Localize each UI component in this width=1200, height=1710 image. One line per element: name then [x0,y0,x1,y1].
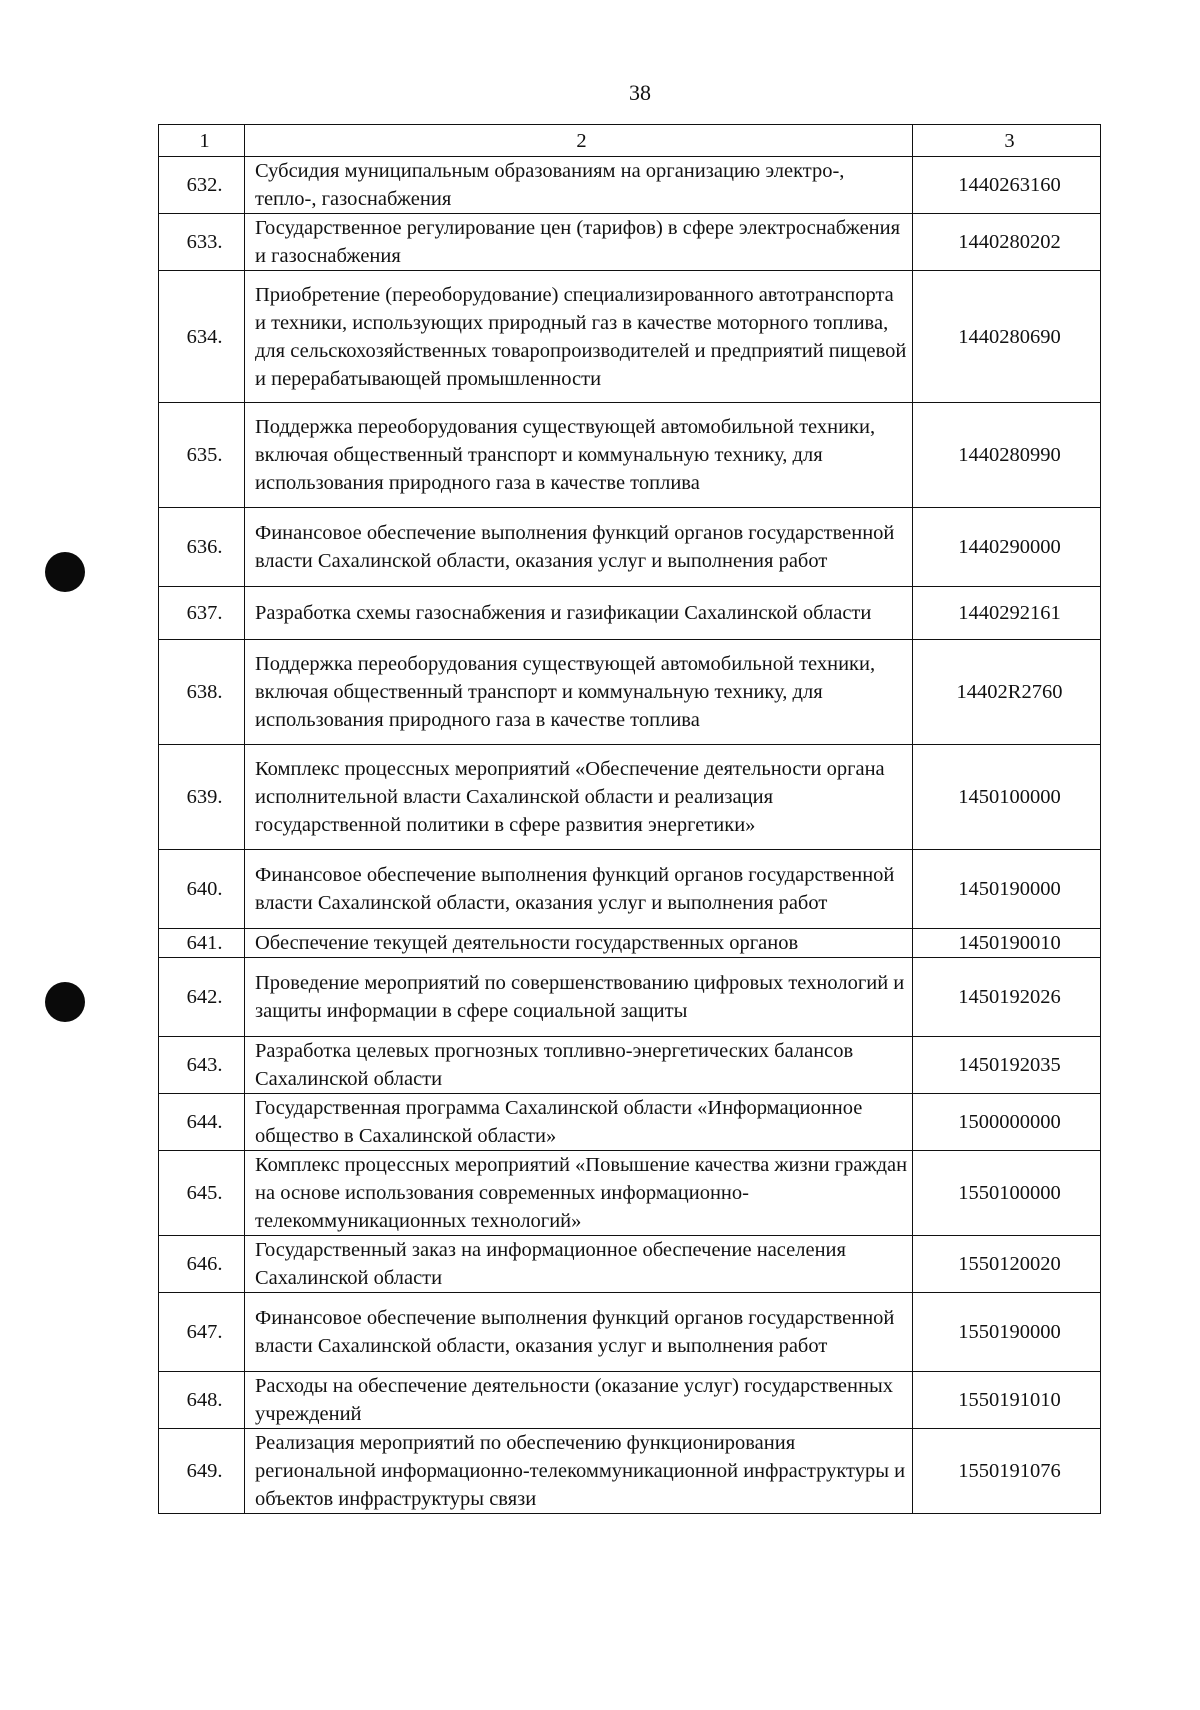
row-code: 1440280690 [913,271,1101,403]
table-row [159,1037,1101,1094]
row-number: 649. [159,1429,245,1514]
row-code: 1450192026 [913,958,1101,1037]
row-number: 635. [159,403,245,508]
row-description: Обеспечение текущей деятельности государственных органов [245,929,913,958]
row-description: Поддержка переоборудования существующей автомобильной техники, включая общественный транспорт и коммунальную технику, для использования природного газа в качестве топлива [245,403,913,508]
row-number: 642. [159,958,245,1037]
row-number: 645. [159,1151,245,1236]
row-description: Поддержка переоборудования существующей автомобильной техники, включая общественный транспорт и коммунальную технику, для использования природного газа в качестве топлива [245,640,913,745]
row-description: Разработка схемы газоснабжения и газификации Сахалинской области [245,587,913,640]
row-description: Субсидия муниципальным образованиям на организацию электро-, тепло-, газоснабжения [245,157,913,214]
row-description: Финансовое обеспечение выполнения функций органов государственной власти Сахалинской области, оказания услуг и выполнения работ [245,508,913,587]
table-row [159,929,1101,958]
row-number: 639. [159,745,245,850]
row-code: 1450100000 [913,745,1101,850]
table-row [159,1151,1101,1236]
budget-code-table [158,124,1101,1514]
header-cell-2: 2 [245,125,913,157]
row-code: 1550100000 [913,1151,1101,1236]
row-number: 648. [159,1372,245,1429]
row-number: 633. [159,214,245,271]
table-row [159,508,1101,587]
row-description: Финансовое обеспечение выполнения функций органов государственной власти Сахалинской области, оказания услуг и выполнения работ [245,850,913,929]
row-code: 1550191010 [913,1372,1101,1429]
row-number: 646. [159,1236,245,1293]
row-description: Комплекс процессных мероприятий «Обеспечение деятельности органа исполнительной власти Сахалинской области и реализация государственной политики в сфере развития энергетики» [245,745,913,850]
row-description: Расходы на обеспечение деятельности (оказание услуг) государственных учреждений [245,1372,913,1429]
row-number: 643. [159,1037,245,1094]
table-row [159,271,1101,403]
table-row [159,958,1101,1037]
table-row [159,745,1101,850]
row-code: 1440280990 [913,403,1101,508]
row-number: 647. [159,1293,245,1372]
row-description: Реализация мероприятий по обеспечению функционирования региональной информационно-телекоммуникационной инфраструктуры и объектов инфраструктуры связи [245,1429,913,1514]
row-code: 1450190000 [913,850,1101,929]
table-row [159,157,1101,214]
row-number: 638. [159,640,245,745]
row-code: 14402R2760 [913,640,1101,745]
row-number: 634. [159,271,245,403]
row-code: 1500000000 [913,1094,1101,1151]
row-description: Комплекс процессных мероприятий «Повышение качества жизни граждан на основе использования современных информационно-телекоммуникационных технологий» [245,1151,913,1236]
row-description: Проведение мероприятий по совершенствованию цифровых технологий и защиты информации в сфере социальной защиты [245,958,913,1037]
row-number: 632. [159,157,245,214]
row-description: Государственное регулирование цен (тарифов) в сфере электроснабжения и газоснабжения [245,214,913,271]
table-row [159,587,1101,640]
table-row [159,640,1101,745]
row-code: 1440263160 [913,157,1101,214]
page-number: 38 [629,80,651,105]
table-row [159,214,1101,271]
row-code: 1550191076 [913,1429,1101,1514]
punch-hole-top [45,552,85,592]
table-row [159,403,1101,508]
row-description: Государственный заказ на информационное обеспечение населения Сахалинской области [245,1236,913,1293]
table-row [159,850,1101,929]
row-description: Финансовое обеспечение выполнения функций органов государственной власти Сахалинской области, оказания услуг и выполнения работ [245,1293,913,1372]
table-row [159,1293,1101,1372]
table-row [159,1372,1101,1429]
row-code: 1450192035 [913,1037,1101,1094]
row-number: 636. [159,508,245,587]
row-code: 1440290000 [913,508,1101,587]
row-code: 1440280202 [913,214,1101,271]
row-code: 1440292161 [913,587,1101,640]
table-header-row [159,125,1101,157]
row-code: 1550120020 [913,1236,1101,1293]
row-number: 641. [159,929,245,958]
header-cell-3: 3 [913,125,1101,157]
row-code: 1450190010 [913,929,1101,958]
row-number: 644. [159,1094,245,1151]
table-row [159,1094,1101,1151]
row-number: 637. [159,587,245,640]
row-code: 1550190000 [913,1293,1101,1372]
row-description: Разработка целевых прогнозных топливно-энергетических балансов Сахалинской области [245,1037,913,1094]
header-cell-1: 1 [159,125,245,157]
row-number: 640. [159,850,245,929]
table-row [159,1236,1101,1293]
table-row [159,1429,1101,1514]
row-description: Приобретение (переоборудование) специализированного автотранспорта и техники, использующих природный газ в качестве моторного топлива, для сельскохозяйственных товаропроизводителей и предприятий пищевой и перерабатывающей промышленности [245,271,913,403]
row-description: Государственная программа Сахалинской области «Информационное общество в Сахалинской области» [245,1094,913,1151]
punch-hole-bottom [45,982,85,1022]
